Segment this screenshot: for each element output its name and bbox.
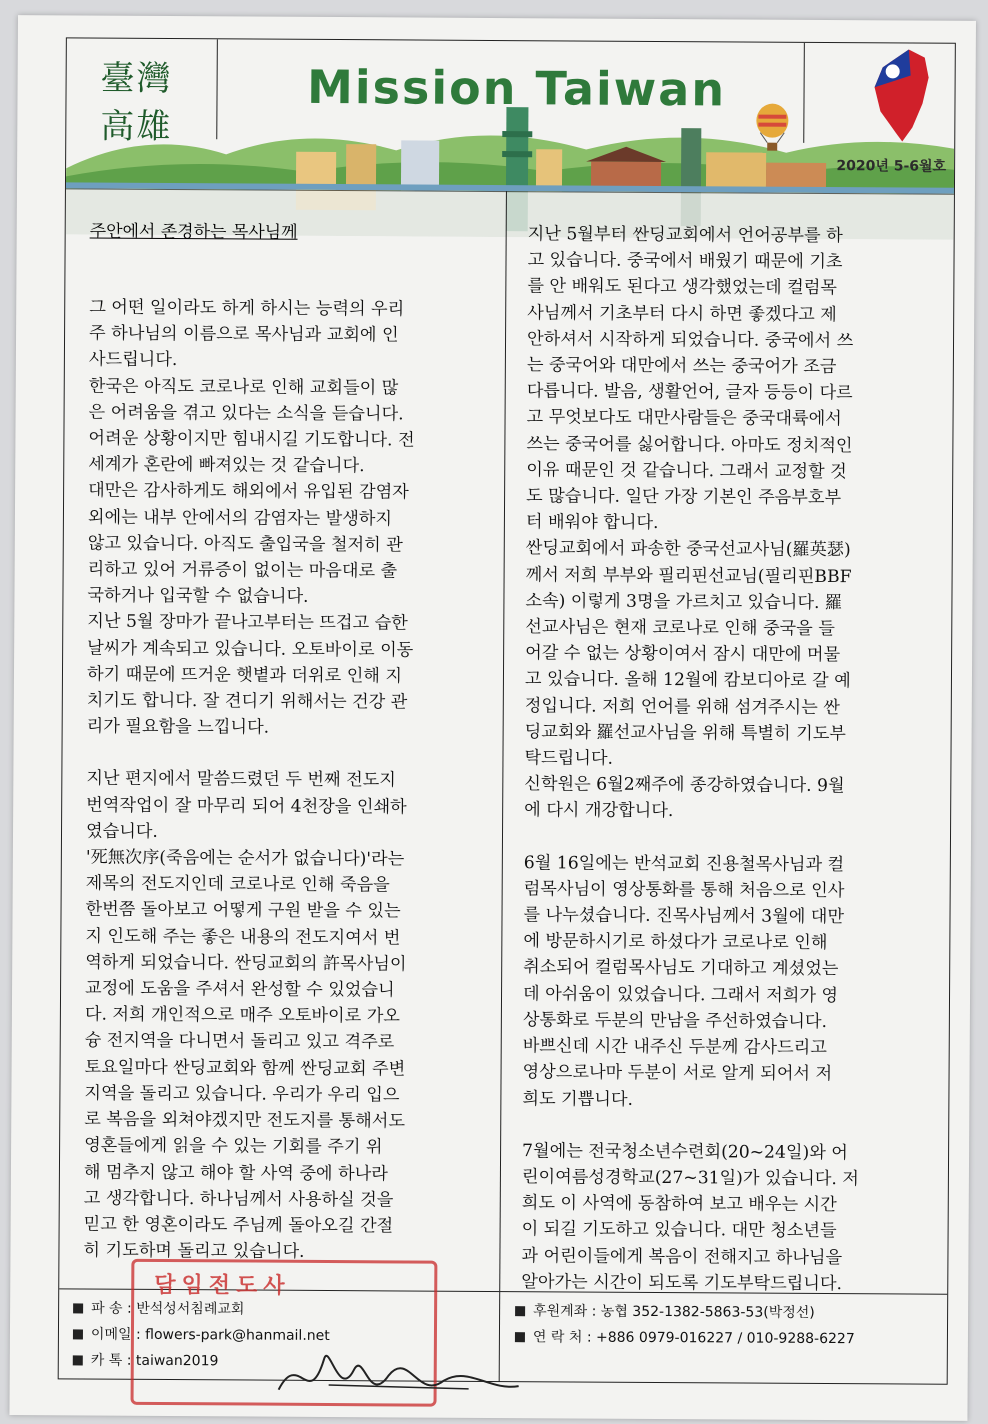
- letter-salutation: 주안에서 존경하는 목사님께: [89, 221, 298, 243]
- contact-value: +886 0979-016227 / 010-9288-6227: [595, 1329, 855, 1348]
- paragraph-greeting: 그 어떤 일이라도 하게 하시는 능력의 우리 주 하나님의 이름으로 목사님과 교회에 인 사드립니다. 한국은 아직도 코로나로 인해 교회들이 많 은 어려움을 겪고 있다는 소식을 듣습니다. 어려운 상황이지만 힘내시길 기도합니다. 전 세계가 혼란에 빠져있는 것 같습니다. 대만은 감사하게도 해외에서 유입된 감염자 외에는 내부 안에서의 감염자는 발생하지 않고 있습니다. 아직도 출입국을 철저히 관 리하고 있어 거류증이 없이는 마음대로 출 국하거나 입국할 수 없습니다. 지난 5월 장마가 끝나고부터는 뜨겁고 습한 날씨가 계속되고 있습니다. 오토바이로 이동 하기 때문에 뜨거운 햇볕과 더위로 인해 지 치기도 합니다. 잘 견디기 위해서는 건강 관 리가 필요함을 느낍니다.: [86, 297, 415, 738]
- newsletter-title: Mission Taiwan: [306, 59, 727, 117]
- taiwan-flag-map-icon: [866, 47, 937, 143]
- letter-page: [9, 15, 976, 1421]
- handwritten-signature: [268, 1330, 529, 1422]
- kakao-value: taiwan2019: [135, 1352, 219, 1370]
- bullet-icon: [515, 1306, 525, 1316]
- bullet-icon: [73, 1355, 83, 1365]
- city-name-box: [66, 38, 218, 148]
- contact-label: 연 락 처 :: [532, 1329, 592, 1346]
- taiwan-map-box: [803, 43, 955, 144]
- account-value: 농협 352-1382-5863-53(박정선): [600, 1303, 815, 1321]
- newsletter-body: [59, 188, 954, 1293]
- stamp-text: 담임전도사: [154, 1272, 291, 1299]
- kakao-label: 카 톡 :: [90, 1352, 132, 1369]
- paragraph-july-events: 7월에는 전국청소년수련회(20~24일)와 어 린이여름성경학교(27~31일)가 있습니다. 저 희도 이 사역에 동참하여 보고 배우는 시간 이 되길 기도하고 있습니다. 대만 청소년들 과 어린이들에게 복음이 전해지고 하나님을 알아가는 시간이 되도록 기도부탁드립니다.: [521, 1140, 859, 1294]
- hot-air-balloon-icon: [752, 103, 792, 155]
- account-label: 후원계좌 :: [533, 1303, 597, 1320]
- bullet-icon: [73, 1303, 83, 1313]
- bullet-icon: [73, 1329, 83, 1339]
- paragraph-tract: 지난 편지에서 말씀드렸던 두 번째 전도지 번역작업이 잘 마무리 되어 4천장을 인쇄하 였습니다. '死無次序(죽음에는 순서가 없습니다)'라는 제목의 전도지인데 코로나로 인해 죽음을 한번쯤 돌아보고 어떻게 구원 받을 수 있는 지 인도해 주는 좋은 내용의 전도지여서 번 역하게 되었습니다. 싼딩교회의 許목사님이 교정에 도움을 주셔서 완성할 수 있었습니 다. 저희 개인적으로 매주 오토바이로 가오 슝 전지역을 다니면서 돌리고 있고 격주로 토요일마다 싼딩교회와 함께 싼딩교회 주변 지역을 돌리고 있습니다. 우리가 우리 입으 로 복음을 외쳐야겠지만 전도지를 통해서도 영혼들에게 읽을 수 있는 기회를 주기 위 해 멈추지 않고 해야 할 사역 중에 하나라 고 생각합니다. 하나님께서 사용하실 것을 믿고 한 영혼이라도 주님께 돌아오길 간절 히 기도하며 돌리고 있습니다.: [83, 768, 407, 1262]
- issue-date: 2020년 5-6월호: [836, 158, 947, 175]
- right-column: [521, 221, 938, 1297]
- left-column: [83, 295, 493, 1267]
- newsletter-header: [66, 38, 955, 194]
- place-name-kaohsiung: 高雄: [100, 106, 173, 148]
- paragraph-video-call: 6월 16일에는 반석교회 진용철목사님과 컬 럼목사님이 영상통화를 통해 처음으로 인사 를 나누셨습니다. 진목사님께서 3월에 대만 에 방문하시기로 하셨다가 코로나로 인해 취소되어 컬럼목사님도 기대하고 계셨었는 데 아쉬움이 있었습니다. 그래서 저희가 영 상통화로 두분의 만남을 주선하였습니다. 바쁘신데 시간 내주신 두분께 감사드리고 영상으로나마 두분이 서로 알게 되어서 저 희도 기쁩니다.: [522, 852, 845, 1110]
- sender-value: 반석성서침례교회: [136, 1300, 245, 1318]
- place-name-taiwan: 臺灣: [100, 58, 173, 100]
- footer-contact: [515, 1326, 855, 1348]
- newsletter-frame: [58, 37, 956, 1384]
- email-label: 이메일 :: [90, 1326, 141, 1343]
- paragraph-language-study: 지난 5월부터 싼딩교회에서 언어공부를 하 고 있습니다. 중국에서 배웠기 때문에 기초 를 안 배워도 된다고 생각했었는데 컬럼목 사님께서 기초부터 다시 하면 좋겠다고 제 안하셔서 시작하게 되었습니다. 중국에서 쓰 는 중국어와 대만에서 쓰는 중국어가 조금 다릅니다. 발음, 생활언어, 글자 등등이 다르 고 무엇보다도 대만사람들은 중국대륙에서 쓰는 중국어를 싫어합니다. 아마도 정치적인 이유 때문인 것 같습니다. 그래서 교정할 것 도 많습니다. 일단 가장 기본인 주음부호부 터 배워야 합니다. 싼딩교회에서 파송한 중국선교사님(羅英瑟) 께서 저희 부부와 필리핀선교님(필리핀BBF 소속) 이렇게 3명을 가르치고 있습니다. 羅 선교사님은 현재 코로나로 인해 중국을 들 어갈 수 없는 상황이여서 잠시 대만에 머물 고 있습니다. 올해 12월에 캄보디아로 갈 예 정입니다. 저희 언어를 위해 섬겨주시는 싼 딩교회와 羅선교사님을 위해 특별히 기도부 탁드립니다. 신학원은 6월2째주에 종강하였습니다. 9월 에 다시 개강합니다.: [524, 224, 854, 822]
- email-value: flowers-park@hanmail.net: [145, 1326, 330, 1345]
- footer-account: [515, 1300, 815, 1322]
- sender-label: 파 송 :: [91, 1300, 132, 1317]
- column-divider: [499, 191, 507, 1291]
